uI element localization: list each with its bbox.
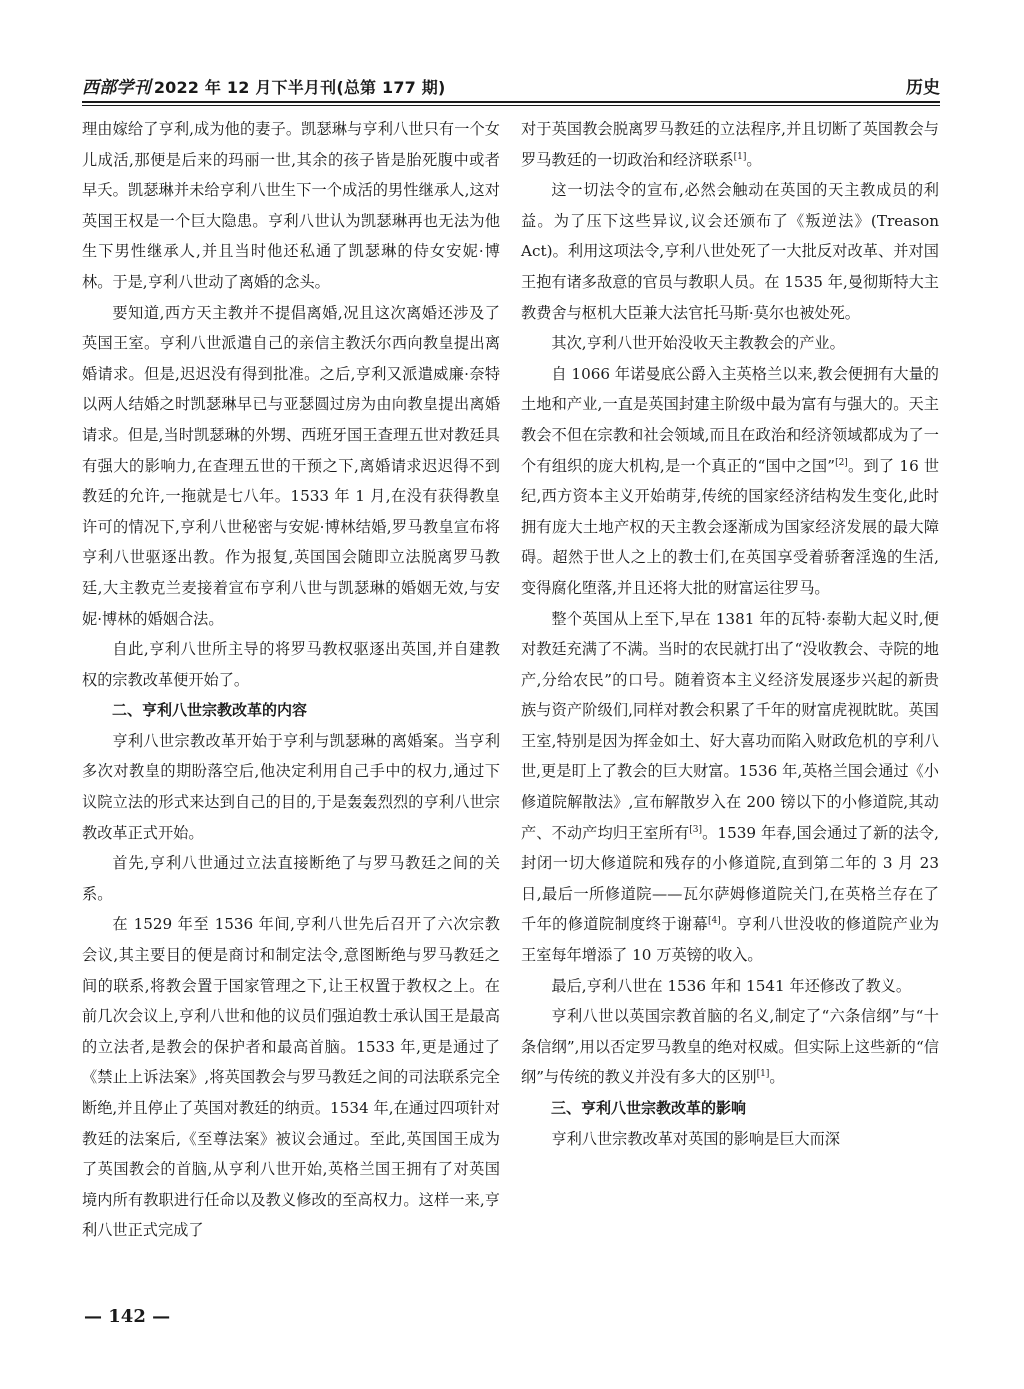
left-column — [82, 114, 500, 1246]
text-run: 整个英国从上至下,早在 1381 年的瓦特·泰勒大起义时,便对教廷充满了不满。当时的农民就打出了“没收教会、寺院的地产,分给农民”的口号。随着资本主义经济发展逐步兴起的新贵族与资产阶级们,同样对教会积累了千年的财富虎视眈眈。英国王室,特别是因为挥金如土、好大喜功而陷入财政危机的亨利八世,更是盯上了教会的巨大财富。1536 年,英格兰国会通过《小修道院解散法》,宣布解散岁入在 200 镑以下的小修道院,其动产、不动产均归王室所有 — [521, 609, 939, 842]
text-run: 亨利八世以英国宗教首脑的名义,制定了“六条信纲”与“十条信纲”,用以否定罗马教皇的绝对权威。但实际上这些新的“信纲”与传统的教义并没有多大的区别 — [521, 1007, 939, 1087]
journal-info — [82, 73, 446, 98]
section-heading: 三、亨利八世宗教改革的影响 — [551, 1099, 747, 1117]
header-rule-thick — [82, 101, 940, 103]
paragraph: 其次,亨利八世开始没收天主教教会的产业。 — [551, 334, 845, 353]
citation-ref: [1] — [733, 151, 747, 162]
text-run: 。亨利八世没收的修道院产业为王室每年增添了 10 万英镑的收入。 — [521, 915, 940, 965]
paragraph: 首先,亨利八世通过立法直接断绝了与罗马教廷之间的关系。 — [82, 854, 500, 903]
paragraph — [521, 359, 939, 604]
paragraph: 理由嫁给了亨利,成为他的妻子。凯瑟琳与亨利八世只有一个女儿成活,那便是后来的玛丽一世,其余的孩子皆是胎死腹中或者早夭。凯瑟琳并未给亨利八世生下一个成活的男性继承人,这对英国王权是一个巨大隐患。亨利八世认为凯瑟琳再也无法为他生下男性继承人,并且当时他还私通了凯瑟琳的侍女安妮·博林。于是,亨利八世动了离婚的念头。 — [82, 120, 500, 291]
right-column — [521, 114, 939, 1154]
citation-ref: [2] — [835, 457, 848, 468]
paragraph: 亨利八世宗教改革对英国的影响是巨大而深 — [551, 1129, 840, 1148]
section-label: 历史 — [906, 78, 940, 98]
paragraph — [521, 604, 939, 971]
text-run: 。到了 16 世纪,西方资本主义开始萌芽,传统的国家经济结构发生变化,此时拥有庞大土地产权的天主教会逐渐成为国家经济发展的最大障碍。超然于世人之上的教士们,在英国享受着骄奢淫逸的生活,变得腐化堕落,并且还将大批的财富运往罗马。 — [521, 456, 940, 597]
text-run: 。1539 年春,国会通过了新的法令,封闭一切大修道院和残存的小修道院,直到第二年的 3 月 23 日,最后一所修道院——瓦尔萨姆修道院关门,在英格兰存在了千年的修道院制度终于谢幕 — [521, 823, 939, 934]
running-header — [82, 70, 940, 98]
paragraph: 在 1529 年至 1536 年间,亨利八世先后召开了六次宗教会议,其主要目的便是商讨和制定法令,意图断绝与罗马教廷之间的联系,将教会置于国家管理之下,让王权置于教权之上。在前几次会议上,亨利八世和他的议员们强迫教士承认国王是最高的立法者,是教会的保护者和最高首脑。1533 年,更是通过了《禁止上诉法案》,将英国教会与罗马教廷之间的司法联系完全断绝,并且停止了英国对教廷的纳贡。1534 年,在通过四项针对教廷的法案后,《至尊法案》被议会通过。至此,英国国王成为了英国教会的首脑,从亨利八世开始,英格兰国王拥有了对英国境内所有教职进行任命以及教义修改的至高权力。这样一来,亨利八世正式完成了 — [82, 915, 500, 1240]
paragraph — [521, 114, 939, 175]
paragraph: 自此,亨利八世所主导的将罗马教权驱逐出英国,并自建教权的宗教改革便开始了。 — [82, 640, 500, 689]
paragraph: 要知道,西方天主教并不提倡离婚,况且这次离婚还涉及了英国王室。亨利八世派遣自己的亲信主教沃尔西向教皇提出离婚请求。但是,迟迟没有得到批准。之后,亨利又派遣威廉·奈特以两人结婚之时凯瑟琳早已与亚瑟圆过房为由向教皇提出离婚请求。但是,当时凯瑟琳的外甥、西班牙国王查理五世对教廷具有强大的影响力,在查理五世的干预之下,离婚请求迟迟得不到教廷的允许,一拖就是七八年。1533 年 1 月,在没有获得教皇许可的情况下,亨利八世秘密与安妮·博林结婚,罗马教皇宣布将亨利八世驱逐出教。作为报复,英国国会随即立法脱离罗马教廷,大主教克兰麦接着宣布亨利八世与凯瑟琳的婚姻无效,与安妮·博林的婚姻合法。 — [82, 303, 500, 628]
journal-logo: 西部学刊 — [82, 78, 151, 98]
paragraph: 这一切法令的宣布,必然会触动在英国的天主教成员的利益。为了压下这些异议,议会还颁布了《叛逆法》(Treason Act)。利用这项法令,亨利八世处死了一大批反对改革、并对国王抱有诸多敌意的官员与教职人员。在 1535 年,曼彻斯特大主教费舍与枢机大臣兼大法官托马斯·莫尔也被处死。 — [521, 181, 939, 322]
section-heading: 二、亨利八世宗教改革的内容 — [112, 701, 308, 720]
text-run: 。 — [746, 150, 762, 169]
page-number: — 142 — — [84, 1306, 171, 1327]
header-rule-thin — [82, 105, 940, 106]
citation-ref: [1] — [756, 1069, 770, 1080]
issue-info: 2022 年 12 月下半月刊(总第 177 期) — [153, 78, 446, 97]
text-run: 对于英国教会脱离罗马教廷的立法程序,并且切断了英国教会与罗马教廷的一切政治和经济联系 — [521, 120, 939, 169]
paragraph: 亨利八世宗教改革开始于亨利与凯瑟琳的离婚案。当亨利多次对教皇的期盼落空后,他决定利用自己手中的权力,通过下议院立法的形式来达到自己的目的,于是轰轰烈烈的亨利八世宗教改革正式开始。 — [82, 731, 500, 842]
citation-ref: [3] — [689, 824, 702, 835]
paragraph — [521, 1001, 939, 1093]
text-run: 自 1066 年诺曼底公爵入主英格兰以来,教会便拥有大量的土地和产业,一直是英国封建主阶级中最为富有与强大的。天主教会不但在宗教和社会领域,而且在政治和经济领域都成为了一个有组织的庞大机构,是一个真正的“国中之国” — [521, 364, 939, 475]
citation-ref: [4] — [708, 916, 721, 927]
paragraph: 最后,亨利八世在 1536 年和 1541 年还修改了教义。 — [551, 976, 912, 995]
text-run: 。 — [769, 1068, 785, 1087]
